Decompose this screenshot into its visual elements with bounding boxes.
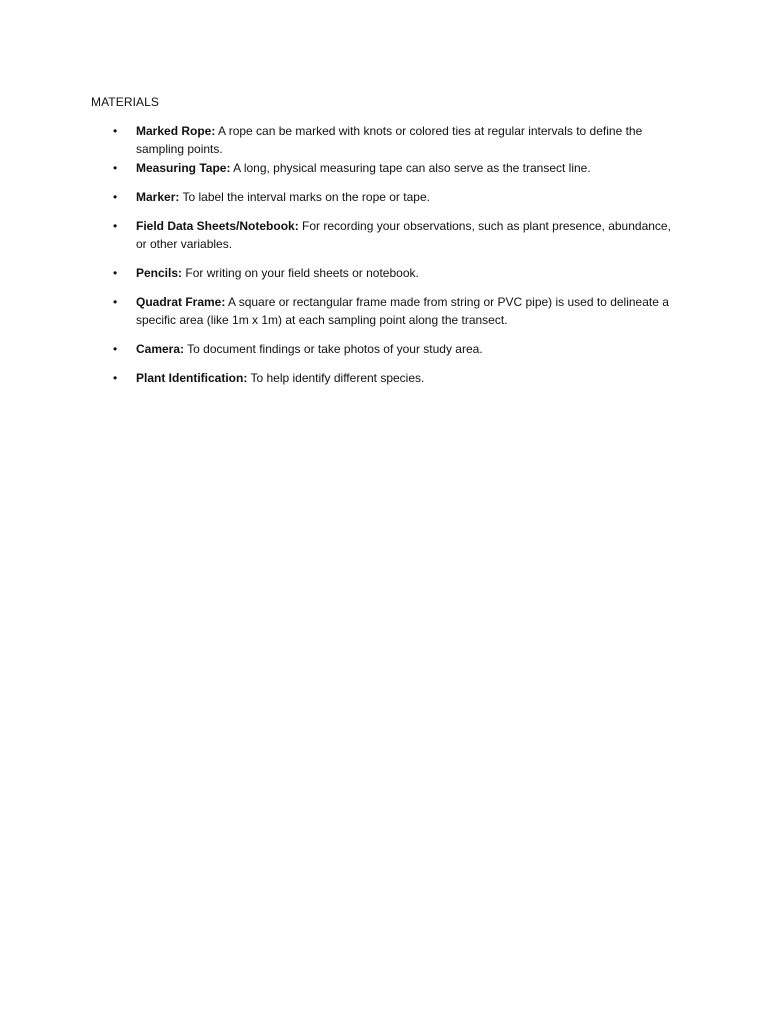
item-text: To label the interval marks on the rope or tape. xyxy=(182,190,430,204)
bullet-icon: • xyxy=(113,161,118,175)
item-term: Field Data Sheets/Notebook: xyxy=(136,219,299,233)
item-text: For recording your observations, such as plant presence, abundance, or other variables. xyxy=(136,219,671,251)
list-item xyxy=(0,264,676,282)
bullet-icon: • xyxy=(113,342,118,356)
item-text: To document findings or take photos of your study area. xyxy=(187,342,483,356)
item-text: A rope can be marked with knots or colored ties at regular intervals to define the sampling points. xyxy=(136,124,643,156)
item-term: Marker: xyxy=(136,190,180,204)
item-term: Quadrat Frame: xyxy=(136,295,226,309)
bullet-icon: • xyxy=(113,124,118,138)
item-term: Marked Rope: xyxy=(136,124,216,138)
item-term: Plant Identification: xyxy=(136,371,248,385)
section-heading: MATERIALS xyxy=(91,95,160,109)
bullet-icon: • xyxy=(113,266,118,280)
item-text: A long, physical measuring tape can also serve as the transect line. xyxy=(233,161,591,175)
bullet-icon: • xyxy=(113,295,118,309)
list-item xyxy=(0,122,676,158)
list-item xyxy=(0,369,676,387)
item-term: Measuring Tape: xyxy=(136,161,231,175)
materials-list xyxy=(0,122,768,398)
list-item xyxy=(0,293,676,329)
list-item xyxy=(0,188,676,206)
bullet-icon: • xyxy=(113,219,118,233)
item-term: Pencils: xyxy=(136,266,183,280)
item-text: To help identify different species. xyxy=(250,371,425,385)
bullet-icon: • xyxy=(113,371,118,385)
item-text: For writing on your field sheets or notebook. xyxy=(185,266,419,280)
bullet-icon: • xyxy=(113,190,118,204)
list-item xyxy=(0,159,676,177)
item-text: A square or rectangular frame made from string or PVC pipe) is used to delineate a specific area (like 1m x 1m) at each sampling point along the transect. xyxy=(136,295,669,327)
list-item xyxy=(0,217,676,253)
item-term: Camera: xyxy=(136,342,185,356)
list-item xyxy=(0,340,676,358)
